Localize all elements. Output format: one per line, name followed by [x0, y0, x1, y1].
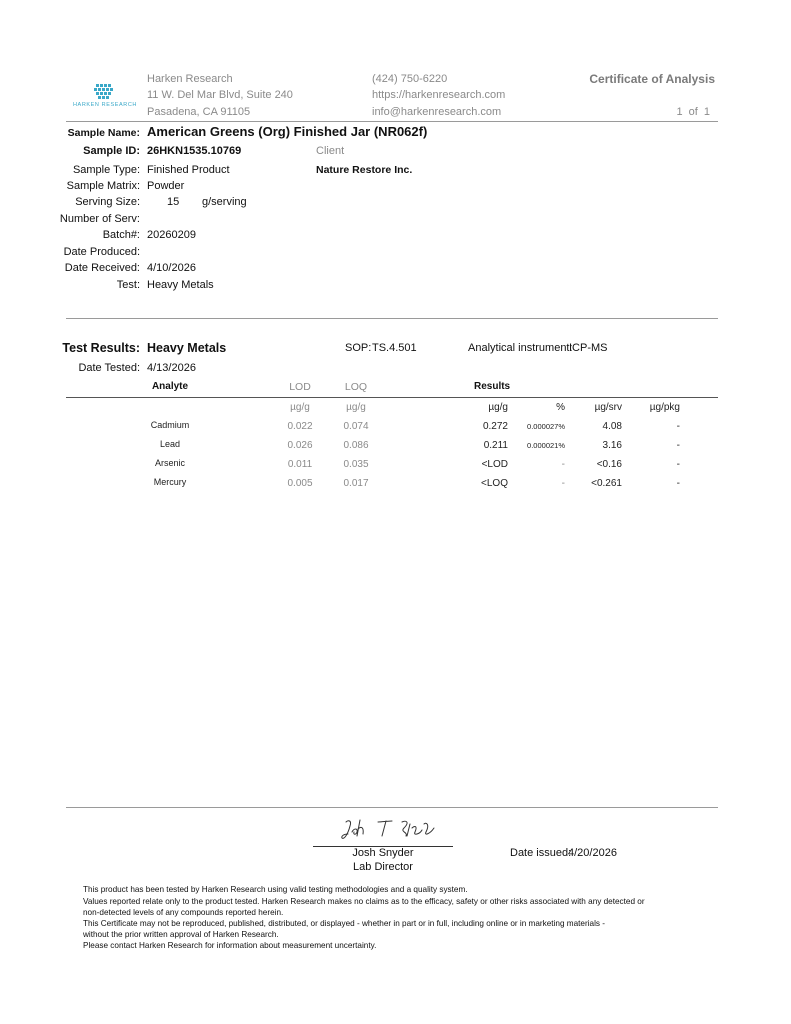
disclaimer-line: without the prior written approval of Harken Research. [83, 930, 279, 939]
batch-label: Batch#: [102, 229, 140, 241]
analyte-name: Lead [159, 439, 181, 449]
lod-value: 0.011 [287, 459, 313, 470]
col-header-lod: LOD [289, 381, 311, 393]
lab-address-line1: 11 W. Del Mar Blvd, Suite 240 [147, 89, 293, 101]
lod-value: 0.005 [287, 478, 313, 489]
result-value: 0.272 [482, 421, 508, 432]
loq-value: 0.017 [343, 478, 369, 489]
loq-value: 0.086 [343, 440, 369, 451]
lab-website: https://harkenresearch.com [372, 89, 506, 101]
signature-section-divider [66, 807, 718, 808]
test-results-label: Test Results: [62, 341, 140, 355]
page-indicator [660, 106, 710, 118]
sample-id-label: Sample ID: [83, 145, 140, 157]
col-header-analyte: Analyte [151, 381, 189, 392]
analyte-name: Cadmium [150, 420, 190, 430]
sample-type-label: Sample Type: [72, 164, 140, 176]
page-number: 1 [676, 106, 683, 118]
header-divider [66, 121, 718, 122]
sample-name: American Greens (Org) Finished Jar (NR062f) [147, 124, 428, 139]
test-name: Heavy Metals [147, 279, 214, 291]
percent-value: - [561, 459, 565, 470]
disclaimer-line: Values reported relate only to the product tested. Harken Research makes no claims as to the efficacy, safety or other risks associated with any detected or [83, 897, 645, 906]
per-package-value: - [676, 421, 680, 432]
loq-value: 0.074 [343, 421, 369, 432]
per-serving-value: 3.16 [602, 440, 622, 451]
batch-number: 20260209 [147, 229, 196, 241]
sample-matrix-label: Sample Matrix: [66, 180, 140, 192]
lab-address-line2: Pasadena, CA 91105 [147, 106, 251, 118]
instrument-label: Analytical instrument: [468, 342, 573, 354]
table-header-divider [66, 397, 718, 398]
page-of: of [688, 106, 698, 118]
disclaimer-line: non-detected levels of any compounds reported herein. [83, 908, 284, 917]
result-value: <LOD [481, 459, 508, 470]
signatory-name: Josh Snyder [352, 847, 414, 859]
serving-size-unit: g/serving [202, 196, 247, 208]
analyte-name: Mercury [153, 477, 187, 487]
page-total: 1 [703, 106, 710, 118]
sample-matrix: Powder [147, 180, 185, 192]
lod-value: 0.026 [287, 440, 313, 451]
per-package-value: - [676, 459, 680, 470]
lab-email: info@harkenresearch.com [372, 106, 502, 118]
col-header-loq: LOQ [344, 381, 368, 393]
per-package-value: - [676, 478, 680, 489]
document-title: Certificate of Analysis [589, 72, 715, 86]
serving-size-value: 15 [167, 196, 180, 208]
lab-phone: (424) 750-6220 [372, 73, 448, 85]
unit-percent: % [556, 402, 565, 413]
signatory-title: Lab Director [353, 861, 413, 873]
disclaimer-line: This product has been tested by Harken Research using valid testing methodologies and a quality system. [83, 885, 468, 894]
client-label: Client [316, 145, 345, 157]
number-of-servings-label: Number of Serv: [59, 213, 140, 225]
result-value: 0.211 [483, 440, 508, 451]
per-serving-value: 4.08 [602, 421, 622, 432]
percent-value: - [561, 478, 565, 489]
per-serving-value: <0.261 [591, 478, 622, 489]
client-name: Nature Restore Inc. [316, 164, 413, 176]
date-received: 4/10/2026 [147, 262, 196, 274]
unit-per-serving: µg/srv [594, 402, 622, 413]
date-received-label: Date Received: [64, 262, 140, 274]
serving-size-label: Serving Size: [75, 196, 140, 208]
sample-type: Finished Product [147, 164, 230, 176]
lab-name: Harken Research [147, 73, 233, 85]
date-tested-label: Date Tested: [78, 362, 140, 374]
unit-lod: µg/g [290, 402, 310, 413]
disclaimer-line: This Certificate may not be reproduced, published, distributed, or displayed - whether in part or in full, including online or in marketing materials - [83, 919, 605, 928]
unit-result: µg/g [488, 402, 508, 413]
loq-value: 0.035 [343, 459, 369, 470]
section-divider [66, 318, 718, 319]
date-issued: 4/20/2026 [568, 847, 617, 859]
lod-value: 0.022 [287, 421, 313, 432]
per-serving-value: <0.16 [596, 459, 622, 470]
unit-loq: µg/g [346, 402, 366, 413]
sample-name-label: Sample Name: [67, 127, 140, 139]
percent-value: 0.000027% [527, 422, 565, 431]
col-header-results: Results [474, 381, 511, 392]
sample-id: 26HKN1535.10769 [147, 145, 242, 157]
analyte-name: Arsenic [154, 458, 185, 468]
unit-per-package: µg/pkg [649, 402, 680, 413]
percent-value: 0.000021% [527, 441, 565, 450]
sop-value: TS.4.501 [372, 342, 417, 354]
logo [64, 82, 146, 112]
sop-label: SOP: [345, 342, 372, 354]
date-tested: 4/13/2026 [147, 362, 196, 374]
per-package-value: - [676, 440, 680, 451]
test-label: Test: [116, 279, 140, 291]
logo-mark-icon [64, 82, 146, 102]
test-results-name: Heavy Metals [147, 341, 227, 355]
signature-image [340, 816, 450, 844]
logo-text: HARKEN RESEARCH [72, 102, 137, 108]
instrument-value: ICP-MS [569, 342, 608, 354]
result-value: <LOQ [481, 478, 508, 489]
date-produced-label: Date Produced: [63, 246, 140, 258]
disclaimer-line: Please contact Harken Research for information about measurement uncertainty. [83, 941, 377, 950]
date-issued-label: Date issued: [510, 847, 572, 859]
